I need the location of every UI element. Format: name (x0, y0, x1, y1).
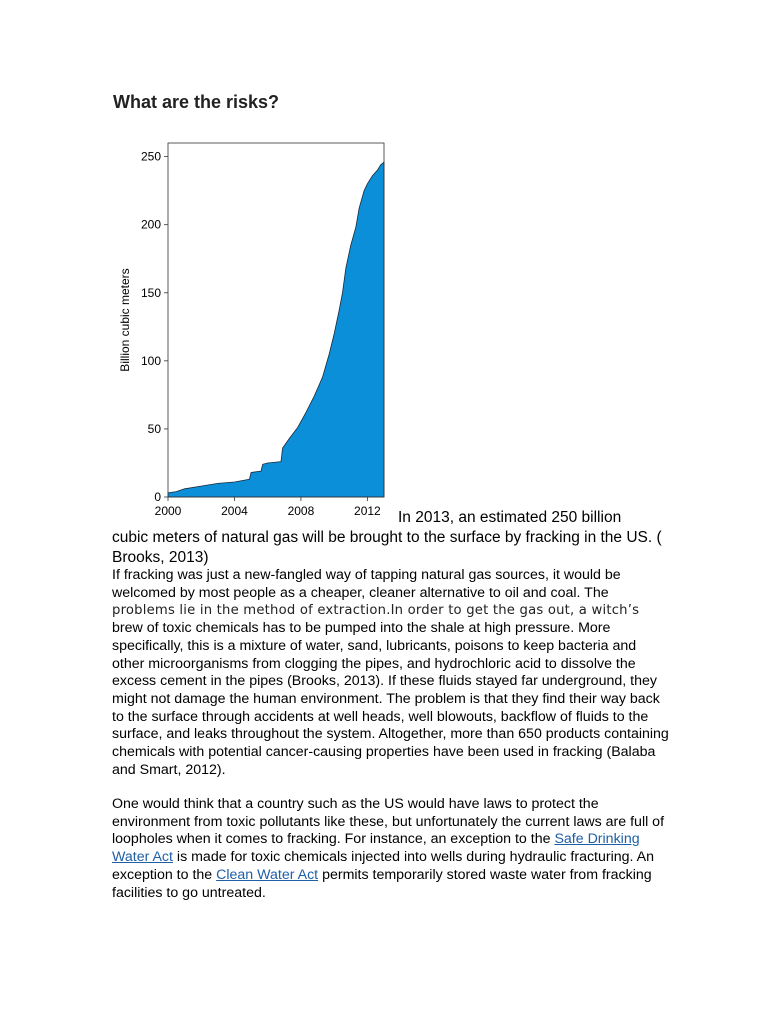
y-tick-label: 50 (147, 421, 161, 436)
safe-drinking-water-act-link[interactable]: Safe Drinking Water Act (112, 831, 640, 866)
gas-production-chart (112, 140, 402, 524)
y-tick-label: 0 (154, 490, 161, 504)
chart-svg (112, 140, 402, 524)
y-tick-label: 100 (140, 353, 161, 368)
paragraph-laws-text3: permits temporarily stored waste water from fracking facilities to go untreated. (112, 866, 652, 901)
x-tick-label: 2012 (354, 504, 381, 518)
x-tick-label: 2004 (221, 504, 248, 518)
paragraph-laws-text1: One would think that a country such as the US would have laws to protect the environment from toxic pollutants like these, but unfortunately the current laws are full of loopholes when it comes to fracking. For instance, an exception to the (112, 796, 665, 848)
paragraph-risks-part1: If fracking was just a new-fangled way of tapping natural gas sources, it would be welcomed by most people as a cheaper, cleaner alternative to oil and coal. The (112, 567, 621, 601)
area-series (168, 162, 384, 497)
y-tick-label: 250 (140, 149, 161, 164)
paragraph-risks (112, 567, 672, 779)
paragraph-laws-text2: is made for toxic chemicals injected into wells during hydraulic fracturing. An exception to the (112, 849, 654, 883)
chart-caption-first-line: In 2013, an estimated 250 billion (398, 509, 622, 526)
y-tick-label: 150 (140, 285, 161, 300)
chart-caption-rest: cubic meters of natural gas will be brought to the surface by fracking in the US. ( Brooks, 2013) (112, 529, 662, 566)
y-axis-title: Billion cubic meters (118, 268, 132, 372)
paragraph-risks-part2: problems lie in the method of extraction.In order to get the gas out, a witch’s (112, 603, 640, 619)
page-title: What are the risks? (113, 92, 280, 112)
x-tick-label: 2000 (154, 504, 182, 518)
paragraph-laws (112, 796, 672, 902)
clean-water-act-link[interactable]: Clean Water Act (216, 866, 319, 883)
x-tick-label: 2008 (287, 504, 315, 518)
paragraph-risks-part3: brew of toxic chemicals has to be pumped into the shale at high pressure. More specifically, this is a mixture of water, sand, lubricants, poisons to keep bacteria and other microorganisms from clogging the pipes, and hydrochloric acid to dissolve the excess cement in the pipes (Brooks, 2013). If these fluids stayed far underground, they might not damage the human environment. The problem is that they find their way back to the surface through accidents at well heads, well blowouts, backflow of fluids to the surface, and leaks throughout the system. Altogether, more than 650 products containing chemicals with potential cancer-causing properties have been used in fracking (Balaba and Smart, 2012). (112, 620, 669, 778)
y-tick-label: 200 (140, 217, 161, 232)
